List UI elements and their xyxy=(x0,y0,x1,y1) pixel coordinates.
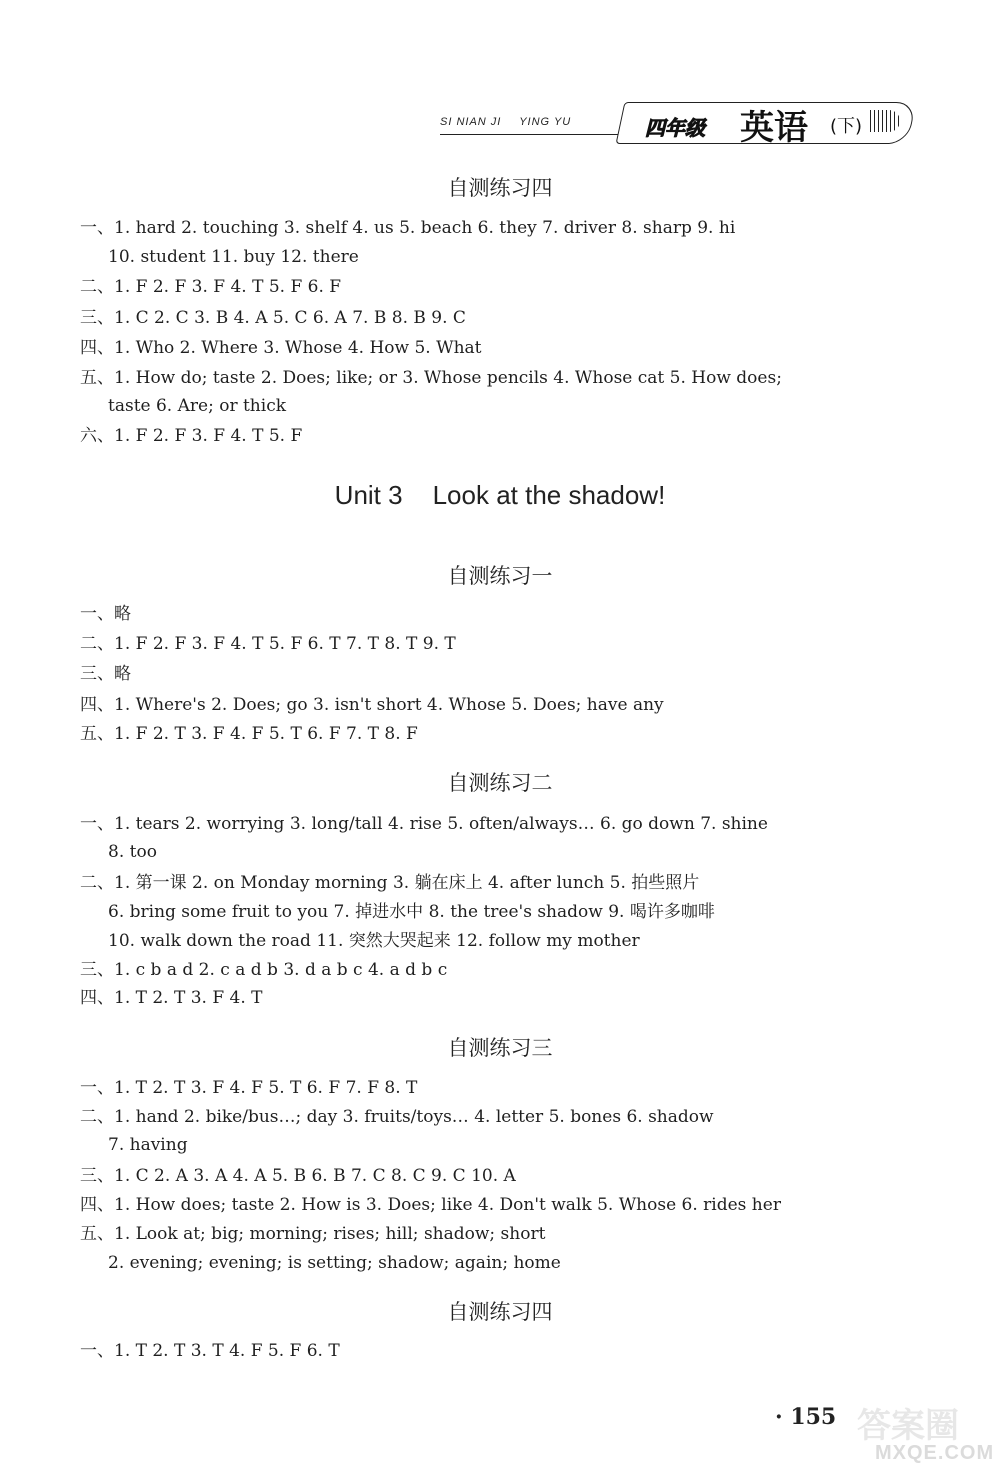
section-title: 自测练习三 xyxy=(447,1036,553,1060)
watermark-url: MXQE.COM xyxy=(875,1442,995,1464)
answer-line: 二、1. F 2. F 3. F 4. T 5. F 6. T 7. T 8. T 9. T xyxy=(80,634,456,654)
watermark-cn: 答案圈 xyxy=(857,1406,959,1446)
answer-line: 6. bring some fruit to you 7. 掉进水中 8. the tree's shadow 9. 喝许多咖啡 xyxy=(108,902,715,922)
answer-line: 三、1. C 2. A 3. A 4. A 5. B 6. B 7. C 8. C 9. C 10. A xyxy=(80,1166,516,1186)
watermark-logo xyxy=(845,1372,995,1472)
unit-title: Look at the shadow! xyxy=(432,480,666,510)
answer-line: 五、1. Look at; big; morning; rises; hill; shadow; short xyxy=(80,1224,546,1244)
answer-line: 三、略 xyxy=(80,664,131,684)
answer-line: 四、1. Who 2. Where 3. Whose 4. How 5. What xyxy=(80,338,482,358)
pinyin-subject: YING YU xyxy=(519,116,572,128)
answer-line: 一、1. T 2. T 3. F 4. F 5. T 6. F 7. F 8. T xyxy=(80,1078,418,1098)
page-header xyxy=(440,100,920,150)
header-volume: (下) xyxy=(830,116,863,137)
unit-label: Unit 3 xyxy=(334,480,403,510)
header-grade: 四年级 xyxy=(645,116,705,140)
answer-line: 10. student 11. buy 12. there xyxy=(108,247,359,267)
answer-line: 8. too xyxy=(108,842,157,862)
answer-line: 四、1. T 2. T 3. F 4. T xyxy=(80,988,263,1008)
header-stripes xyxy=(870,110,900,132)
answer-line: 一、1. tears 2. worrying 3. long/tall 4. rise 5. often/always… 6. go down 7. shine xyxy=(80,814,768,834)
answer-line: 7. having xyxy=(108,1135,188,1155)
answer-line: 10. walk down the road 11. 突然大哭起来 12. follow my mother xyxy=(108,931,640,951)
answer-line: 六、1. F 2. F 3. F 4. T 5. F xyxy=(80,426,303,446)
section-title: 自测练习四 xyxy=(447,176,553,200)
header-pinyin xyxy=(440,116,585,128)
section-title: 自测练习一 xyxy=(447,564,553,588)
answer-line: 二、1. F 2. F 3. F 4. T 5. F 6. F xyxy=(80,277,342,297)
answer-line: taste 6. Are; or thick xyxy=(108,396,287,416)
header-subject: 英语 xyxy=(740,108,808,148)
answer-line: 三、1. c b a d 2. c a d b 3. d a b c 4. a d b c xyxy=(80,960,448,980)
answer-line: 五、1. F 2. T 3. F 4. F 5. T 6. F 7. T 8. F xyxy=(80,724,418,744)
answer-line: 四、1. How does; taste 2. How is 3. Does; like 4. Don't walk 5. Whose 6. rides her xyxy=(80,1195,781,1215)
answer-line: 三、1. C 2. C 3. B 4. A 5. C 6. A 7. B 8. B 9. C xyxy=(80,308,466,328)
pinyin-grade: SI NIAN JI xyxy=(440,116,502,128)
section-title: 自测练习二 xyxy=(447,771,553,795)
answer-line: 一、1. T 2. T 3. T 4. F 5. F 6. T xyxy=(80,1341,340,1361)
answer-line: 二、1. hand 2. bike/bus…; day 3. fruits/toys… 4. letter 5. bones 6. shadow xyxy=(80,1107,714,1127)
unit-heading xyxy=(0,480,1000,511)
page-number: · 155 xyxy=(775,1404,837,1430)
answer-line: 一、略 xyxy=(80,604,131,624)
header-rule xyxy=(440,134,630,135)
answer-line: 2. evening; evening; is setting; shadow; again; home xyxy=(108,1253,561,1273)
answer-line: 二、1. 第一课 2. on Monday morning 3. 躺在床上 4. after lunch 5. 拍些照片 xyxy=(80,873,700,893)
answer-line: 五、1. How do; taste 2. Does; like; or 3. Whose pencils 4. Whose cat 5. How does; xyxy=(80,368,782,388)
answer-line: 一、1. hard 2. touching 3. shelf 4. us 5. beach 6. they 7. driver 8. sharp 9. hi xyxy=(80,218,736,238)
section-title: 自测练习四 xyxy=(447,1300,553,1324)
answer-line: 四、1. Where's 2. Does; go 3. isn't short 4. Whose 5. Does; have any xyxy=(80,695,664,715)
